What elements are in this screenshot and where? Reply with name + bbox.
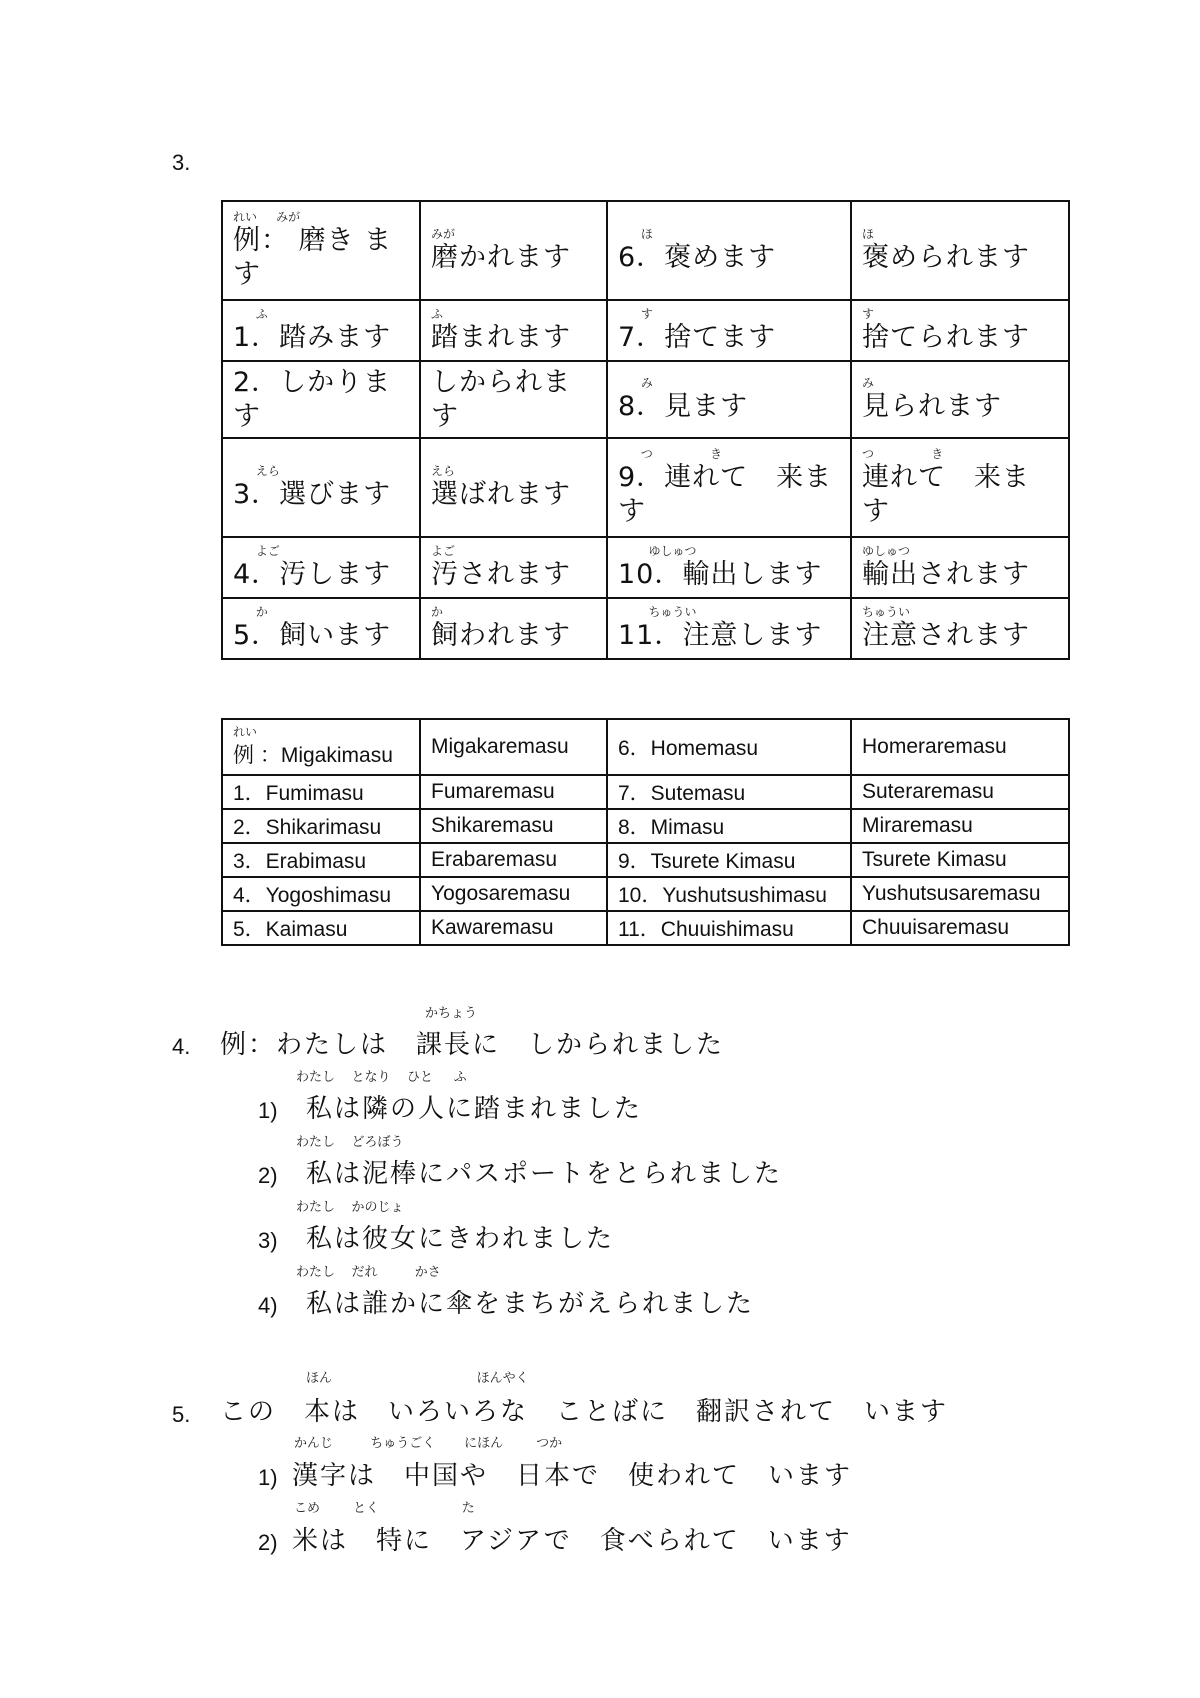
- table-cell: Kawaremasu: [420, 911, 607, 945]
- table-cell: み 8．見ます: [607, 361, 851, 438]
- table-cell: す 捨てられます: [851, 300, 1069, 361]
- table-cell: Suteraremasu: [851, 775, 1069, 809]
- table-cell: ほ 6．褒めます: [607, 201, 851, 300]
- item-sentence: 私は隣の人に踏まれました: [306, 1094, 643, 1124]
- table-cell: す 7．捨てます: [607, 300, 851, 361]
- table-row: [222, 537, 1069, 598]
- table-cell: ふ 踏まれます: [420, 300, 607, 361]
- table-cell: みが 磨かれます: [420, 201, 607, 300]
- item-ruby: こめ とく た: [294, 1501, 475, 1516]
- table-cell: Tsurete Kimasu: [851, 843, 1069, 877]
- table-row: [222, 809, 1069, 843]
- item-ruby: わたし かのじょ: [296, 1200, 404, 1215]
- table-cell: 8．Mimasu: [607, 809, 851, 843]
- table-cell: よご 汚されます: [420, 537, 607, 598]
- item-number: 2): [258, 1530, 278, 1555]
- section-3-number: 3.: [172, 150, 191, 175]
- item-number: 3): [258, 1228, 278, 1253]
- table-cell: Fumaremasu: [420, 775, 607, 809]
- table-cell: よご 4．汚します: [222, 537, 420, 598]
- table-cell: 11．Chuuishimasu: [607, 911, 851, 945]
- main-sentence: この 本は いろいろな ことばに 翻訳されて います: [220, 1397, 949, 1427]
- table-cell: Migakaremasu: [420, 719, 607, 775]
- table-cell: えら 選ばれます: [420, 438, 607, 537]
- item-number: 2): [258, 1163, 278, 1188]
- table-cell: 6．Homemasu: [607, 719, 851, 775]
- table-cell: Shikaremasu: [420, 809, 607, 843]
- table-cell: れい みが 例： 磨き ま す: [222, 201, 420, 300]
- passive-form-table-japanese: [221, 200, 1070, 660]
- table-cell: 5．Kaimasu: [222, 911, 420, 945]
- item-sentence: 漢字は 中国や 日本で 使われて います: [292, 1461, 853, 1491]
- main-ruby: ほん ほんやく: [306, 1371, 529, 1386]
- table-row: [222, 719, 1069, 775]
- table-cell: つ き 連れて 来ま す: [851, 438, 1069, 537]
- passive-form-table-romaji: [221, 718, 1070, 946]
- table-row: [222, 843, 1069, 877]
- item-number: 1): [258, 1098, 278, 1123]
- table-cell: か 5．飼います: [222, 598, 420, 659]
- item-ruby: わたし どろぼう: [296, 1135, 404, 1150]
- table-row: [222, 877, 1069, 911]
- table-cell: Miraremasu: [851, 809, 1069, 843]
- item-ruby: わたし となり ひと ふ: [296, 1070, 467, 1085]
- item-sentence: 米は 特に アジアで 食べられて います: [292, 1526, 852, 1556]
- section-4-number: 4.: [172, 1034, 191, 1059]
- table-cell: み 見られます: [851, 361, 1069, 438]
- table-cell: Yogosaremasu: [420, 877, 607, 911]
- example-ruby: かちょう: [425, 1006, 478, 1021]
- table-cell: Chuuisaremasu: [851, 911, 1069, 945]
- table-cell: Erabaremasu: [420, 843, 607, 877]
- table-cell: ゆしゅつ 輸出されます: [851, 537, 1069, 598]
- table-cell: 2．Shikarimasu: [222, 809, 420, 843]
- table-cell: えら 3．選びます: [222, 438, 420, 537]
- table-row: [222, 911, 1069, 945]
- table-cell: れい 例 ：Migakimasu: [222, 719, 420, 775]
- item-sentence: 私は彼女にきわれました: [306, 1224, 615, 1254]
- example-sentence: 例：わたしは 課長に しかられました: [220, 1030, 725, 1060]
- item-ruby: かんじ ちゅうごく にほん つか: [294, 1436, 563, 1451]
- table-row: [222, 201, 1069, 300]
- table-cell: しかられま す: [420, 361, 607, 438]
- table-cell: 7．Sutemasu: [607, 775, 851, 809]
- table-cell: Homeraremasu: [851, 719, 1069, 775]
- table-row: [222, 361, 1069, 438]
- table-row: [222, 300, 1069, 361]
- item-number: 1): [258, 1465, 278, 1490]
- table-cell: 2．しかりま す: [222, 361, 420, 438]
- table-cell: ちゅうい 注意されます: [851, 598, 1069, 659]
- table-cell: 1．Fumimasu: [222, 775, 420, 809]
- table-cell: 3．Erabimasu: [222, 843, 420, 877]
- section-5-number: 5.: [172, 1402, 191, 1427]
- item-sentence: 私は泥棒にパスポートをとられました: [306, 1159, 783, 1189]
- item-sentence: 私は誰かに傘をまちがえられました: [306, 1289, 755, 1319]
- table-cell: Yushutsusaremasu: [851, 877, 1069, 911]
- table-cell: ふ 1．踏みます: [222, 300, 420, 361]
- table-cell: ゆしゅつ 10．輸出します: [607, 537, 851, 598]
- item-ruby: わたし だれ かさ: [296, 1265, 441, 1280]
- table-cell: ほ 褒められます: [851, 201, 1069, 300]
- table-row: [222, 438, 1069, 537]
- table-row: [222, 775, 1069, 809]
- table-cell: 9．Tsurete Kimasu: [607, 843, 851, 877]
- table-cell: か 飼われます: [420, 598, 607, 659]
- table-row: [222, 598, 1069, 659]
- table-cell: ちゅうい 11．注意します: [607, 598, 851, 659]
- table-cell: つ き 9．連れて 来ま す: [607, 438, 851, 537]
- table-cell: 4．Yogoshimasu: [222, 877, 420, 911]
- table-cell: 10．Yushutsushimasu: [607, 877, 851, 911]
- item-number: 4): [258, 1293, 278, 1318]
